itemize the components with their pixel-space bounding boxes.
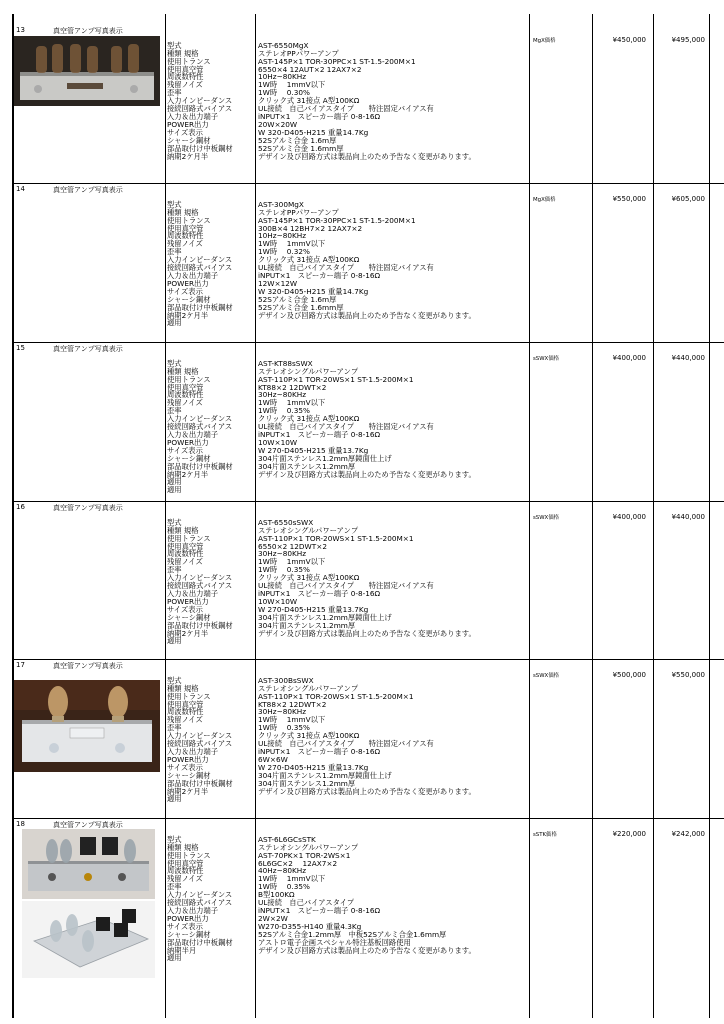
price-incl-tax: ¥440,000	[671, 513, 705, 521]
spec-labels: 型式 種類 規格 使用トランス 使用真空管 周波数特性 残留ノイズ 歪率 入力インピーダンス 接続回路式バイアス 入力＆出力端子 POWER出力 サイズ表示 シャーシ鋼材 部品取付け中板鋼材 納期2ケ月半 適用	[167, 199, 233, 328]
spec-labels: 型式 種類 規格 使用トランス 使用真空管 周波数特性 残留ノイズ 歪率 入力インピーダンス 接続回路式バイアス 入力＆出力端子 POWER出力 サイズ表示 シャーシ鋼材 部品取付け中板鋼材 納期半月 適用	[167, 834, 233, 963]
price-grade: sSWX価格	[533, 515, 560, 521]
amplifier-photo	[14, 680, 160, 772]
column-line	[592, 14, 593, 1018]
spec-values: AST-KT88sSWX ステレオシングルパワーアンプ AST-110P×1 TOR-20WS×1 ST-1.5-200M×1 KT88×2 12DWT×2 30Hz~80KHz 1W時 1mmV以下 1W時 0.35% クリック式 31接点 A型100KΩ UL接続 自己バイアスタイプ 特注固定バイアス有 iNPUT×1 スピーカー端子 0-8-16Ω 10W×10W W 270-D405-H215 重量13.7Kg 304片面ステンレス1.2mm厚鏡面仕上げ 304片面ステンレス1.2mm厚 デザイン及び回路方式は製品向上のため予告なく変更があります。	[258, 358, 476, 479]
price-grade: sSWX価格	[533, 356, 560, 362]
price-excl-tax: ¥500,000	[612, 671, 646, 679]
photo-caption: 真空管アンプ写真表示	[53, 821, 123, 829]
spec-values: AST-6550sSWX ステレオシングルパワーアンプ AST-110P×1 TOR-20WS×1 ST-1.5-200M×1 6550×2 12DWT×2 30Hz~80KHz 1W時 1mmV以下 1W時 0.35% クリック式 31接点 A型100KΩ UL接続 自己バイアスタイプ 特注固定バイアス有 iNPUT×1 スピーカー端子 0-8-16Ω 10W×10W W 270-D405-H215 重量13.7Kg 304片面ステンレス1.2mm厚鏡面仕上げ 304片面ステンレス1.2mm厚 デザイン及び回路方式は製品向上のため予告なく変更があります。	[258, 517, 476, 638]
item-number: 16	[16, 503, 25, 511]
item-number: 13	[16, 26, 25, 34]
price-incl-tax: ¥605,000	[671, 195, 705, 203]
price-excl-tax: ¥220,000	[612, 830, 646, 838]
price-grade: sSWX価格	[533, 673, 560, 679]
column-line	[653, 14, 654, 1018]
column-line	[165, 14, 166, 1018]
column-line	[255, 14, 256, 1018]
photo-caption: 真空管アンプ写真表示	[53, 662, 123, 670]
spec-labels: 型式 種類 規格 使用トランス 使用真空管 周波数特性 残留ノイズ 歪率 入力インピーダンス 接続回路式バイアス 入力＆出力端子 POWER出力 サイズ表示 シャーシ鋼材 部品取付け中板鋼材 納期2ケ月半 適用	[167, 517, 233, 646]
row-divider	[12, 183, 724, 184]
price-incl-tax: ¥242,000	[671, 830, 705, 838]
photo-caption: 真空管アンプ写真表示	[53, 27, 123, 35]
spec-values: AST-300MgX ステレオPPパワーアンプ AST-145P×1 TOR-30PPC×1 ST-1.5-200M×1 300B×4 12BH7×2 12AX7×2 10Hz~80KHz 1W時 1mmV以下 1W時 0.32% クリック式 31接点 A型100KΩ UL接続 自己バイアスタイプ 特注固定バイアス有 iNPUT×1 スピーカー端子 0-8-16Ω 12W×12W W 320-D405-H215 重量14.7Kg 52Sアルミ合金 1.6m厚 52Sアルミ合金 1.6mm厚 デザイン及び回路方式は製品向上のため予告なく変更があります。	[258, 199, 476, 320]
row-divider	[12, 659, 724, 660]
price-excl-tax: ¥550,000	[612, 195, 646, 203]
amplifier-photo	[22, 829, 155, 899]
item-number: 18	[16, 820, 25, 828]
spec-values: AST-6L6GCsSTK ステレオシングルパワーアンプ AST-70PK×1 TOR-2WS×1 6L6GC×2 12AX7×2 40Hz~80KHz 1W時 1mmV以下 1W時 0.35% B型100KΩ UL接続 自己バイアスタイプ iNPUT×1 スピーカー端子 0-8-16Ω 2W×2W W270-D355-H140 重量4.3Kg 52Sアルミ合金1.2mm厚 中板52Sアルミ合金1.6mm厚 アストロ電子企画スペシャル特注基板回路使用 デザイン及び回路方式は製品向上のため予告なく変更があります。	[258, 834, 476, 955]
row-divider	[12, 342, 724, 343]
column-line	[12, 14, 14, 1018]
spec-labels: 型式 種類 規格 使用トランス 使用真空管 周波数特性 残留ノイズ 歪率 入力インピーダンス 接続回路式バイアス 入力＆出力端子 POWER出力 サイズ表示 シャーシ鋼材 部品取付け中板鋼材 納期2ケ月半	[167, 40, 233, 161]
price-excl-tax: ¥400,000	[612, 513, 646, 521]
price-grade: sSTK価格	[533, 832, 557, 838]
price-grade: MgX価格	[533, 197, 556, 203]
price-excl-tax: ¥450,000	[612, 36, 646, 44]
amplifier-photo	[14, 36, 160, 106]
price-incl-tax: ¥440,000	[671, 354, 705, 362]
spec-values: AST-300BsSWX ステレオシングルパワーアンプ AST-110P×1 TOR-20WS×1 ST-1.5-200M×1 KT88×2 12DWT×2 30Hz~80KHz 1W時 1mmV以下 1W時 0.35% クリック式 31接点 A型100KΩ UL接続 自己バイアスタイプ 特注固定バイアス有 iNPUT×1 スピーカー端子 0-8-16Ω 6W×6W W 270-D405-H215 重量13.7Kg 304片面ステンレス1.2mm厚鏡面仕上げ 304片面ステンレス1.2mm厚 デザイン及び回路方式は製品向上のため予告なく変更があります。	[258, 675, 476, 796]
column-line	[529, 14, 530, 1018]
price-excl-tax: ¥400,000	[612, 354, 646, 362]
item-number: 14	[16, 185, 25, 193]
price-incl-tax: ¥550,000	[671, 671, 705, 679]
row-divider	[12, 818, 724, 819]
photo-caption: 真空管アンプ写真表示	[53, 345, 123, 353]
item-number: 17	[16, 661, 25, 669]
column-line	[709, 14, 710, 1018]
photo-caption: 真空管アンプ写真表示	[53, 186, 123, 194]
spec-labels: 型式 種類 規格 使用トランス 使用真空管 周波数特性 残留ノイズ 歪率 入力インピーダンス 接続回路式バイアス 入力＆出力端子 POWER出力 サイズ表示 シャーシ鋼材 部品取付け中板鋼材 納期2ケ月半 適用	[167, 675, 233, 804]
item-number: 15	[16, 344, 25, 352]
row-divider	[12, 501, 724, 502]
price-grade: MgX価格	[533, 38, 556, 44]
price-incl-tax: ¥495,000	[671, 36, 705, 44]
photo-caption: 真空管アンプ写真表示	[53, 504, 123, 512]
amplifier-photo	[22, 901, 155, 978]
spec-values: AST-6550MgX ステレオPPパワーアンプ AST-145P×1 TOR-30PPC×1 ST-1.5-200M×1 6550×4 12AUT×2 12AX7×2 10Hz~80KHz 1W時 1mmV以下 1W時 0.30% クリック式 31接点 A型100KΩ UL接続 自己バイアスタイプ 特注固定バイアス有 iNPUT×1 スピーカー端子 0-8-16Ω 20W×20W W 320-D405-H215 重量14.7Kg 52Sアルミ合金 1.6m厚 52Sアルミ合金 1.6mm厚 デザイン及び回路方式は製品向上のため予告なく変更があります。	[258, 40, 476, 161]
spec-labels: 型式 種類 規格 使用トランス 使用真空管 周波数特性 残留ノイズ 歪率 入力インピーダンス 接続回路式バイアス 入力＆出力端子 POWER出力 サイズ表示 シャーシ鋼材 部品取付け中板鋼材 納期2ケ月半 適用 適用	[167, 358, 233, 495]
